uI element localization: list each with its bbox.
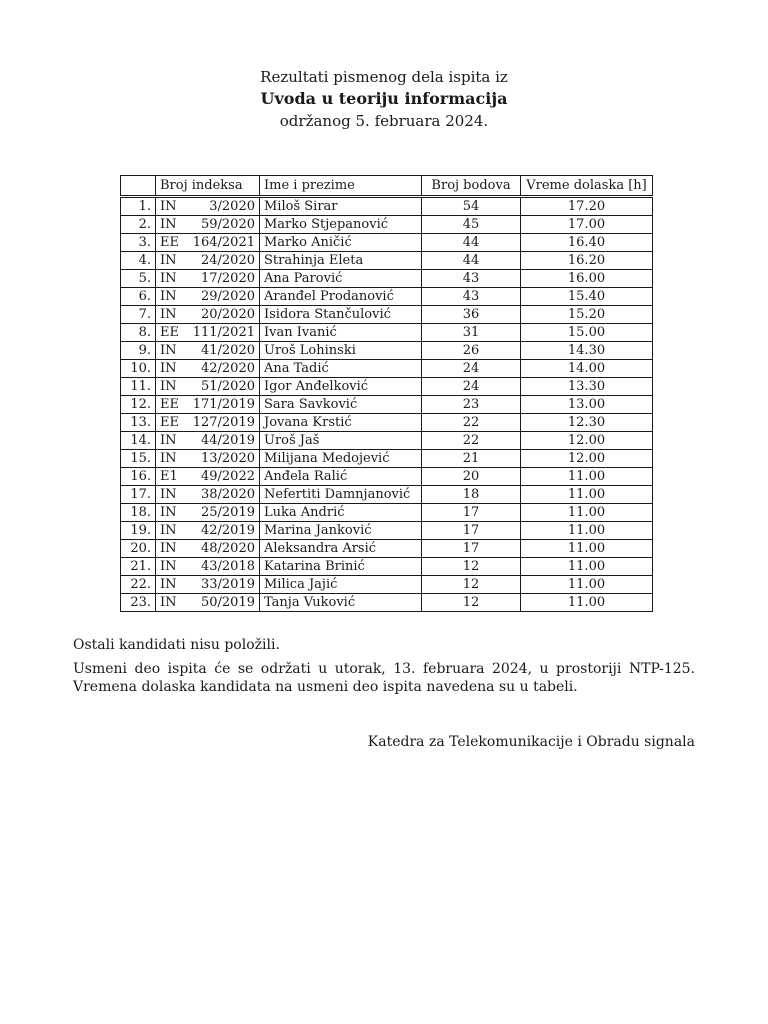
points-value: 12 [422,576,521,594]
row-number: 15. [121,450,156,468]
points-value: 18 [422,486,521,504]
row-number: 4. [121,252,156,270]
arrival-time: 16.20 [521,252,653,270]
table-row [121,432,653,450]
signature: Katedra za Telekomunikacije i Obradu signala [367,734,695,750]
index-number: 24/2020 [200,253,255,268]
table-row [121,576,653,594]
index-number-cell [156,270,260,288]
arrival-time: 13.30 [521,378,653,396]
row-number: 1. [121,197,156,216]
points-value: 17 [422,540,521,558]
table-row [121,234,653,252]
index-prefix: EE [160,415,179,430]
table-row [121,197,653,216]
arrival-time: 11.00 [521,540,653,558]
index-prefix: IN [160,595,177,610]
table-row [121,360,653,378]
index-prefix: IN [160,541,177,556]
index-number: 127/2019 [192,415,255,430]
index-number-cell [156,522,260,540]
student-name: Luka Andrić [260,504,422,522]
index-number-cell [156,558,260,576]
points-value: 45 [422,216,521,234]
student-name: Isidora Stančulović [260,306,422,324]
arrival-time: 11.00 [521,558,653,576]
points-value: 43 [422,288,521,306]
points-value: 54 [422,197,521,216]
student-name: Aranđel Prodanović [260,288,422,306]
document-header [0,66,768,132]
index-prefix: IN [160,433,177,448]
results-body [121,197,653,612]
student-name: Strahinja Eleta [260,252,422,270]
column-header-rb [121,176,156,197]
index-number: 164/2021 [192,235,255,250]
index-number: 29/2020 [200,289,255,304]
student-name: Marko Stjepanović [260,216,422,234]
index-prefix: IN [160,271,177,286]
index-number-cell [156,252,260,270]
student-name: Ana Parović [260,270,422,288]
arrival-time: 14.00 [521,360,653,378]
index-number: 20/2020 [200,307,255,322]
index-number-cell [156,468,260,486]
row-number: 21. [121,558,156,576]
points-value: 44 [422,252,521,270]
index-prefix: IN [160,199,177,214]
table-row [121,216,653,234]
row-number: 9. [121,342,156,360]
table-row [121,306,653,324]
index-number: 38/2020 [200,487,255,502]
row-number: 11. [121,378,156,396]
student-name: Miloš Sirar [260,197,422,216]
index-number-cell [156,324,260,342]
index-number-cell [156,360,260,378]
index-number: 44/2019 [200,433,255,448]
index-number: 3/2020 [209,199,255,214]
index-prefix: IN [160,361,177,376]
student-name: Uroš Lohinski [260,342,422,360]
points-value: 24 [422,378,521,396]
table-row [121,270,653,288]
row-number: 17. [121,486,156,504]
arrival-time: 17.20 [521,197,653,216]
points-value: 23 [422,396,521,414]
index-number: 42/2020 [200,361,255,376]
results-table [120,175,653,612]
index-number: 25/2019 [200,505,255,520]
index-number: 49/2022 [200,469,255,484]
index-number-cell [156,540,260,558]
index-prefix: IN [160,379,177,394]
header-line-1: Rezultati pismenog dela ispita iz [260,68,508,86]
column-header-name: Ime i prezime [260,176,422,197]
row-number: 20. [121,540,156,558]
index-prefix: IN [160,577,177,592]
points-value: 43 [422,270,521,288]
row-number: 12. [121,396,156,414]
index-number: 50/2019 [200,595,255,610]
arrival-time: 16.40 [521,234,653,252]
points-value: 26 [422,342,521,360]
arrival-time: 15.20 [521,306,653,324]
column-header-index: Broj indeksa [156,176,260,197]
index-prefix: IN [160,487,177,502]
index-number-cell [156,594,260,612]
arrival-time: 11.00 [521,594,653,612]
index-prefix: IN [160,523,177,538]
points-value: 17 [422,522,521,540]
table-row [121,396,653,414]
course-title: Uvoda u teoriju informacija [260,89,508,108]
student-name: Ivan Ivanić [260,324,422,342]
student-name: Tanja Vuković [260,594,422,612]
index-prefix: IN [160,505,177,520]
index-number-cell [156,450,260,468]
table-row [121,540,653,558]
index-number-cell [156,306,260,324]
index-prefix: IN [160,451,177,466]
student-name: Sara Savković [260,396,422,414]
arrival-time: 13.00 [521,396,653,414]
points-value: 12 [422,558,521,576]
arrival-time: 12.30 [521,414,653,432]
index-prefix: IN [160,289,177,304]
points-value: 36 [422,306,521,324]
index-number: 51/2020 [200,379,255,394]
row-number: 5. [121,270,156,288]
index-number-cell [156,414,260,432]
index-number-cell [156,197,260,216]
index-number: 17/2020 [200,271,255,286]
index-number-cell [156,288,260,306]
oral-exam-note: Usmeni deo ispita će se održati u utorak, 13. februara 2024, u prostoriji NTP-125. Vremena dolaska kandidata na usmeni deo ispita navedena su u tabeli. [73,661,695,695]
exam-date-line: održanog 5. februara 2024. [279,112,489,130]
arrival-time: 11.00 [521,504,653,522]
row-number: 7. [121,306,156,324]
student-name: Milica Jajić [260,576,422,594]
student-name: Aleksandra Arsić [260,540,422,558]
index-prefix: EE [160,235,179,250]
index-number-cell [156,432,260,450]
table-row [121,378,653,396]
index-number: 48/2020 [200,541,255,556]
failed-note: Ostali kandidati nisu položili. [73,637,280,653]
points-value: 24 [422,360,521,378]
index-number: 171/2019 [192,397,255,412]
table-row [121,252,653,270]
row-number: 10. [121,360,156,378]
row-number: 8. [121,324,156,342]
arrival-time: 11.00 [521,576,653,594]
row-number: 19. [121,522,156,540]
index-number: 13/2020 [200,451,255,466]
points-value: 22 [422,432,521,450]
arrival-time: 11.00 [521,486,653,504]
index-prefix: EE [160,325,179,340]
student-name: Anđela Ralić [260,468,422,486]
arrival-time: 12.00 [521,450,653,468]
index-number-cell [156,378,260,396]
student-name: Uroš Jaš [260,432,422,450]
index-number-cell [156,216,260,234]
points-value: 20 [422,468,521,486]
index-number-cell [156,504,260,522]
table-row [121,288,653,306]
arrival-time: 14.30 [521,342,653,360]
table-row [121,486,653,504]
index-prefix: E1 [160,469,178,484]
student-name: Milijana Medojević [260,450,422,468]
table-row [121,594,653,612]
student-name: Ana Tadić [260,360,422,378]
column-header-time: Vreme dolaska [h] [521,176,653,197]
table-row [121,342,653,360]
index-number: 43/2018 [200,559,255,574]
table-row [121,504,653,522]
row-number: 6. [121,288,156,306]
notes-section [73,636,695,702]
row-number: 18. [121,504,156,522]
table-row [121,414,653,432]
index-number-cell [156,486,260,504]
column-header-points: Broj bodova [422,176,521,197]
index-number: 41/2020 [200,343,255,358]
index-prefix: IN [160,307,177,322]
row-number: 23. [121,594,156,612]
row-number: 2. [121,216,156,234]
student-name: Nefertiti Damnjanović [260,486,422,504]
index-number: 59/2020 [200,217,255,232]
arrival-time: 12.00 [521,432,653,450]
index-number-cell [156,396,260,414]
student-name: Marko Aničić [260,234,422,252]
points-value: 44 [422,234,521,252]
index-number-cell [156,234,260,252]
row-number: 13. [121,414,156,432]
table-row [121,558,653,576]
index-prefix: IN [160,559,177,574]
index-prefix: IN [160,343,177,358]
student-name: Jovana Krstić [260,414,422,432]
student-name: Katarina Brinić [260,558,422,576]
points-value: 31 [422,324,521,342]
table-row [121,324,653,342]
row-number: 22. [121,576,156,594]
index-prefix: EE [160,397,179,412]
student-name: Marina Janković [260,522,422,540]
index-number-cell [156,576,260,594]
table-row [121,450,653,468]
points-value: 22 [422,414,521,432]
student-name: Igor Anđelković [260,378,422,396]
points-value: 21 [422,450,521,468]
arrival-time: 11.00 [521,522,653,540]
row-number: 14. [121,432,156,450]
points-value: 17 [422,504,521,522]
table-header-row [121,176,653,197]
points-value: 12 [422,594,521,612]
arrival-time: 17.00 [521,216,653,234]
index-number: 33/2019 [200,577,255,592]
row-number: 16. [121,468,156,486]
index-number: 111/2021 [192,325,255,340]
index-number-cell [156,342,260,360]
arrival-time: 15.00 [521,324,653,342]
index-prefix: IN [160,253,177,268]
arrival-time: 15.40 [521,288,653,306]
table-row [121,468,653,486]
index-prefix: IN [160,217,177,232]
index-number: 42/2019 [200,523,255,538]
arrival-time: 16.00 [521,270,653,288]
table-row [121,522,653,540]
row-number: 3. [121,234,156,252]
arrival-time: 11.00 [521,468,653,486]
